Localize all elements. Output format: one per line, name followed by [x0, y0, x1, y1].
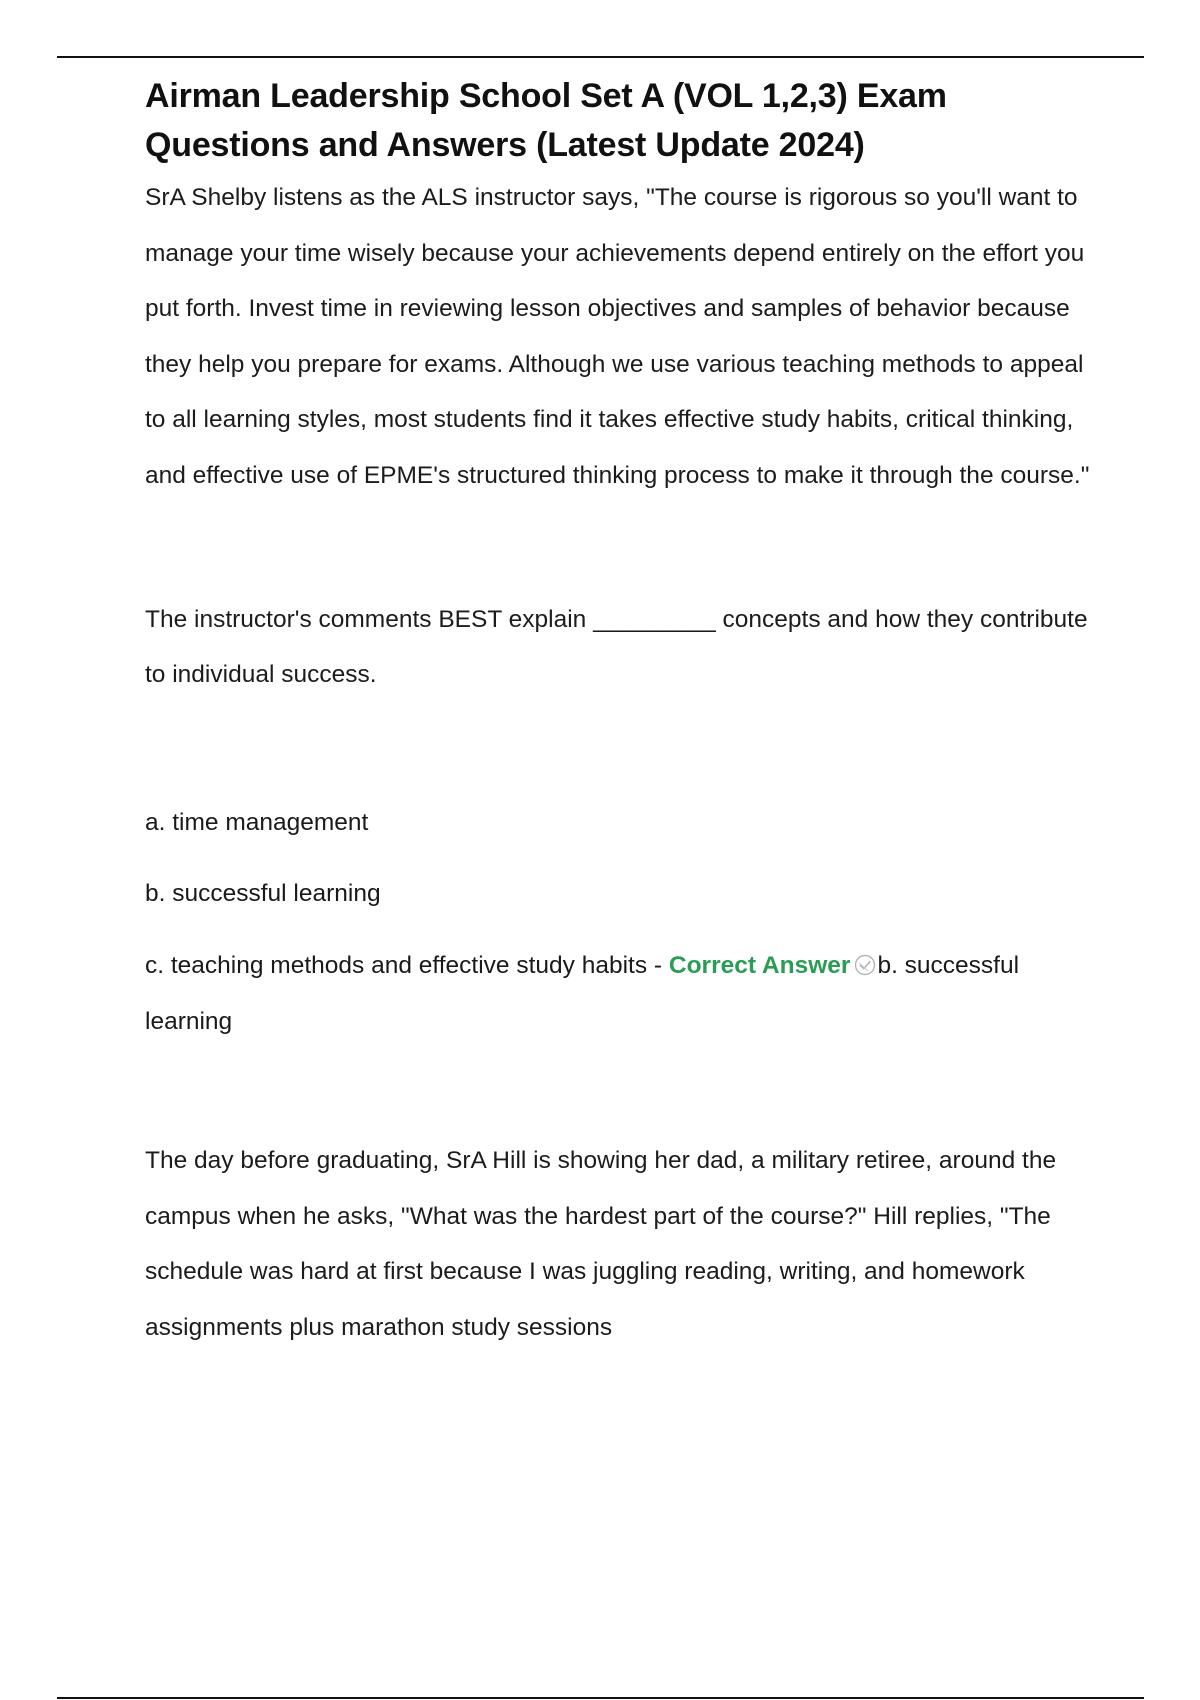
document-title: Airman Leadership School Set A (VOL 1,2,3) Exam Questions and Answers (Latest Update 2024) [145, 77, 947, 164]
check-circle-icon [854, 941, 876, 963]
correct-answer-label: Correct Answer [668, 951, 851, 979]
option-c-text: c. teaching methods and effective study habits - [145, 951, 669, 979]
option-a: a. time management [145, 808, 369, 836]
option-b: b. successful learning [145, 880, 381, 908]
option-c [145, 938, 1095, 1049]
second-passage: The day before graduating, SrA Hill is showing her dad, a military retiree, around the campus when he asks, "What was the hardest part of the course?" Hill replies, "The schedule was hard at first because I was juggling reading, writing, and homework assignments plus marathon study sessions [145, 1147, 1057, 1341]
correct-answer-text: b. successful learning [145, 951, 1020, 1035]
intro-passage: SrA Shelby listens as the ALS instructor says, "The course is rigorous so you'll want to manage your time wisely because your achievements depend entirely on the effort you put forth. Invest time in reviewing lesson objectives and samples of behavior because they help you prepare for exams. Although we use various teaching methods to appeal to all learning styles, most students find it takes effective study habits, critical thinking, and effective use of EPME's structured thinking process to make it through the course." [145, 184, 1090, 489]
question-text: The instructor's comments BEST explain _________ concepts and how they contribute to individual success. [145, 605, 1088, 689]
top-divider [57, 56, 1144, 58]
document-body [145, 72, 1095, 1356]
answer-options [145, 795, 1095, 1049]
bottom-divider [57, 1697, 1144, 1699]
